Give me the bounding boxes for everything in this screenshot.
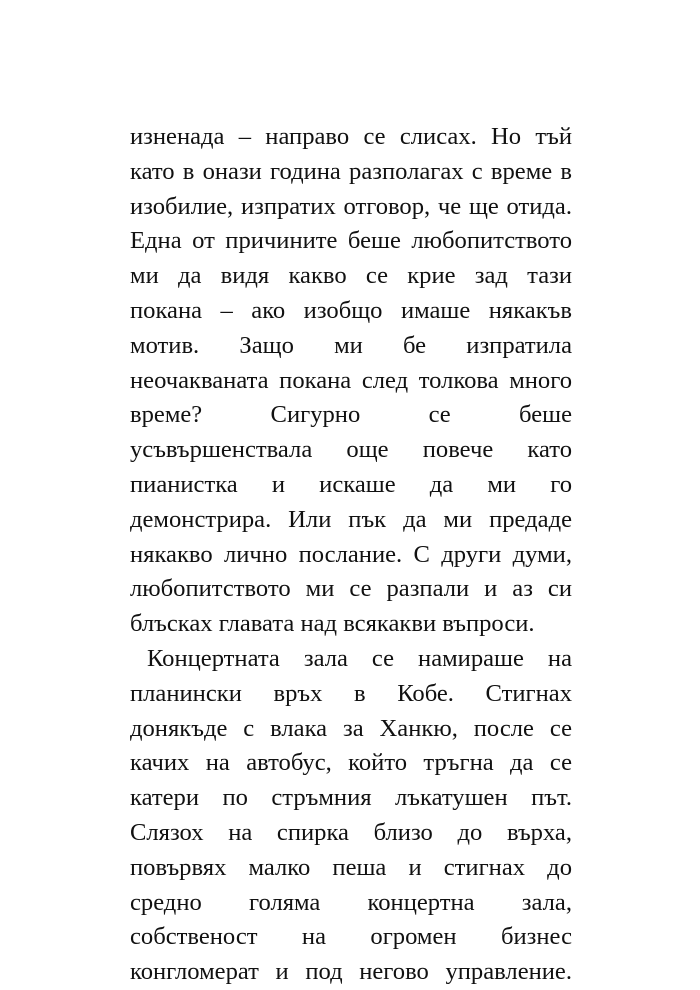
text-line: Концертната зала се намираше на xyxy=(147,644,572,672)
text-line: усъвършенствала още повече като xyxy=(130,436,572,464)
text-line: като в онази година разполагах с време в xyxy=(130,157,572,185)
text-line: демонстрира. Или пък да ми предаде xyxy=(130,505,572,533)
text-line: пианистка и искаше да ми го xyxy=(130,470,572,498)
text-line: покана – ако изобщо имаше някакъв xyxy=(130,296,572,324)
paragraph xyxy=(130,120,572,642)
text-line: мотив. Защо ми бе изпратила xyxy=(130,331,572,359)
paragraph xyxy=(130,642,572,990)
text-line: качих на автобус, който тръгна да се xyxy=(130,749,572,777)
text-line: време? Сигурно се беше xyxy=(130,401,572,429)
text-line: любопитството ми се разпали и аз си xyxy=(130,575,572,603)
text-line: Слязох на спирка близо до върха, xyxy=(130,818,572,846)
text-line: Една от причините беше любопитството xyxy=(130,227,572,255)
text-line: неочакваната покана след толкова много xyxy=(130,366,572,394)
text-line: планински връх в Кобе. Стигнах xyxy=(130,679,572,707)
text-line: средно голяма концертна зала, xyxy=(130,888,572,916)
text-line: изненада – направо се слисах. Но тъй xyxy=(130,123,572,150)
text-line: конгломерат и под негово управление. xyxy=(130,958,572,986)
paragraphs xyxy=(130,120,572,990)
text-line: донякъде с влака за Ханкю, после се xyxy=(130,714,572,742)
text-line: някакво лично послание. С други думи, xyxy=(130,540,572,568)
text-line: изобилие, изпратих отговор, че ще отида. xyxy=(130,192,572,220)
text-line: катери по стръмния лъкатушен път. xyxy=(130,784,572,812)
text-line: собственост на огромен бизнес xyxy=(130,923,572,951)
text-line: ми да видя какво се крие зад тази xyxy=(130,262,572,290)
text-line: блъсках главата над всякакви въпроси. xyxy=(130,610,535,638)
text-line: повървях малко пеша и стигнах до xyxy=(130,853,572,881)
body-text xyxy=(130,120,572,990)
